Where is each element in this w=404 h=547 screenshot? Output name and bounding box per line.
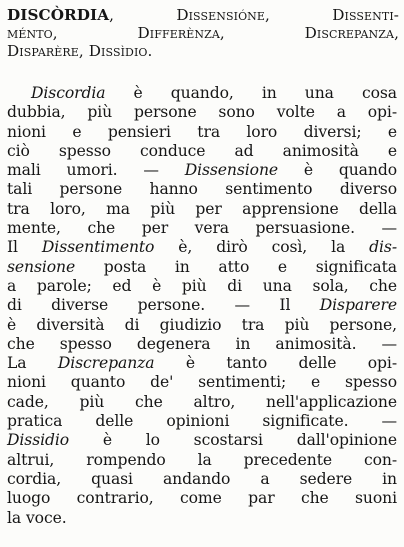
- synonym-differenza: Differènza: [137, 24, 220, 43]
- body-line: [7, 84, 397, 103]
- heading-separator: ,: [52, 24, 138, 43]
- headword: DISCÒRDIA: [7, 6, 110, 24]
- term-reference: Discordia: [31, 84, 106, 102]
- synonym-dissentimento-part1: Dissenti-: [332, 6, 400, 24]
- heading-separator: ,: [109, 6, 177, 24]
- synonym-discrepanza: Discrepanza: [304, 24, 395, 43]
- body-text: tali persone hanno sentimento diverso: [7, 180, 397, 199]
- body-text: luogo contrario, come par che suoni: [7, 489, 397, 508]
- body-line: [7, 180, 397, 199]
- body-line: [7, 316, 397, 335]
- heading-end: .: [147, 42, 153, 61]
- body-line: [7, 412, 397, 431]
- heading-line-2: [7, 24, 399, 42]
- body-text: tra loro, ma più per apprensione della: [7, 199, 397, 218]
- heading-separator: ,: [219, 24, 305, 43]
- body-text: è diversità di giudizio tra più persone,: [7, 315, 397, 334]
- body-text: Il: [7, 238, 42, 257]
- body-line: [7, 373, 397, 392]
- body-text: è, dirò così, la: [154, 238, 370, 257]
- body-text: altrui, rompendo la precedente con-: [7, 450, 397, 469]
- body-text: è lo scostarsi dall'opinione: [69, 431, 397, 450]
- body-text: mali umori. —: [7, 161, 185, 180]
- body-line: [7, 238, 397, 257]
- body-line: [7, 123, 397, 142]
- synonym-dissensione: Dissensióne: [176, 6, 266, 24]
- body-text: è quando, in una cosa: [105, 84, 397, 102]
- body-text: pratica delle opinioni significate. —: [7, 412, 397, 431]
- body-text: La: [7, 354, 58, 373]
- heading-separator: ,: [394, 24, 399, 43]
- body-line: [7, 219, 397, 238]
- body-line: [7, 354, 397, 373]
- body-line: [7, 431, 397, 450]
- term-reference: Disparere: [319, 296, 397, 315]
- body-text: che spesso degenera in animosità. —: [7, 334, 397, 353]
- term-reference: Dissensione: [184, 161, 279, 180]
- body-line: [7, 335, 397, 354]
- heading-separator: ,: [78, 42, 89, 61]
- body-text: a parole; ed è più di una sola, che: [7, 276, 397, 295]
- entry-heading: [7, 6, 399, 61]
- body-text: la voce.: [7, 508, 67, 527]
- body-text: posta in atto e significata: [75, 257, 397, 276]
- synonym-dissentimento-part2: ménto: [7, 24, 53, 43]
- body-line: [7, 103, 397, 122]
- body-line: [7, 200, 397, 219]
- entry-body: [7, 84, 397, 528]
- body-text: cade, più che altro, nell'applicazione: [7, 392, 397, 411]
- body-line: [7, 277, 397, 296]
- body-line: [7, 470, 397, 489]
- body-line: [7, 296, 397, 315]
- body-text: nioni e pensieri tra loro diversi; e: [7, 122, 397, 141]
- body-text: di diverse persone. — Il: [7, 296, 320, 315]
- term-reference: sensione: [7, 257, 76, 276]
- body-text: è tanto delle opi-: [154, 354, 397, 373]
- term-reference: Dissidio: [7, 431, 70, 450]
- body-text: ciò spesso conduce ad animosità e: [7, 141, 397, 160]
- body-text: mente, che per vera persuasione. —: [7, 219, 397, 238]
- body-text: nioni quanto de' sentimenti; e spesso: [7, 373, 397, 392]
- synonym-disparere: Disparère: [7, 42, 79, 61]
- body-line: [7, 161, 397, 180]
- term-reference: Dissentimento: [41, 238, 155, 257]
- heading-separator: ,: [265, 6, 333, 24]
- body-line: [7, 258, 397, 277]
- body-text: è quando: [278, 161, 397, 180]
- body-line: [7, 142, 397, 161]
- term-reference: Discrepanza: [57, 354, 155, 373]
- synonym-dissidio: Dissìdio: [88, 42, 148, 61]
- heading-line-3: [7, 42, 399, 60]
- body-text: dubbia, più persone sono volte a opi-: [7, 103, 397, 122]
- body-line: [7, 489, 397, 508]
- body-line: [7, 451, 397, 470]
- body-line: [7, 509, 397, 528]
- body-line: [7, 393, 397, 412]
- heading-line-1: [7, 6, 399, 24]
- term-reference: dis-: [369, 238, 397, 257]
- body-text: cordia, quasi andando a sedere in: [7, 469, 397, 488]
